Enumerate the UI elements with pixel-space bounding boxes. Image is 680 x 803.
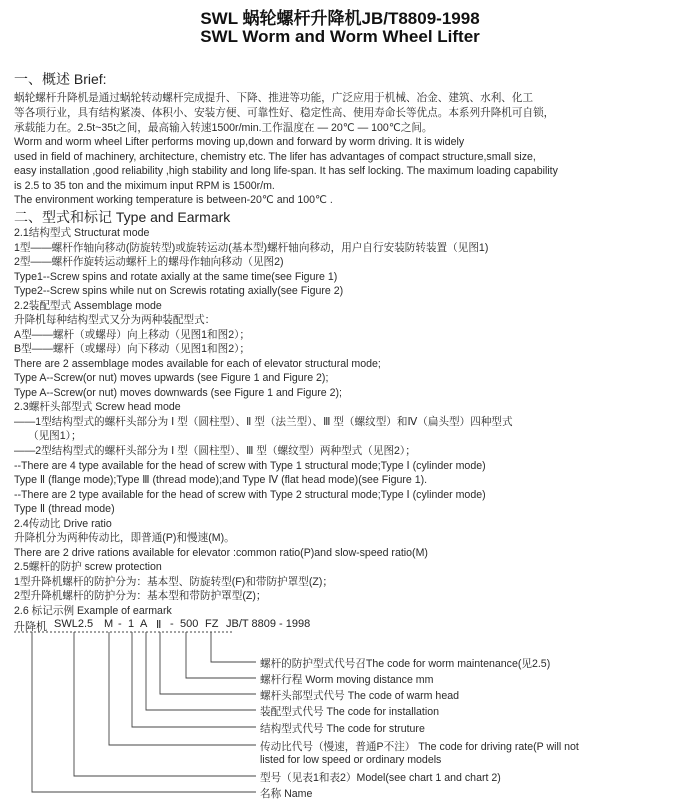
earmark-dash: - [170,618,174,630]
type-line: 1型——螺杆作轴向移动(防旋转型)或旋转运动(基本型)螺杆轴向移动，用户自行安装防转装置（见图1) [14,242,489,254]
title-english: SWL Worm and Worm Wheel Lifter [200,27,480,46]
earmark-structure: 1 [128,618,135,630]
type-line: 2.1结构型式 Structurat mode [14,227,150,239]
leader-stroke [186,632,256,678]
type-line: --There are 4 type available for the head of screw with Type 1 structural mode;Type Ⅰ (cylinder mode) [14,460,486,472]
brief-line: used in field of machinery, architecture, chemistry etc. The lifer has advantages of compact structure,small size, [14,151,536,163]
leader-head [160,632,256,694]
legend-item: 结构型式代号 The code for struture [260,723,425,735]
earmark-assembly: A [140,618,148,630]
type-line: 升降机每种结构型式又分为两种装配型式： [14,314,216,326]
type-line: （见图1）； [28,430,82,442]
legend-item: 传动比代号（慢速，普通P不注） The code for driving rate(P will not [260,741,579,753]
brief-line: 等各项行业，具有结构紧凑、体积小、安装方便、可靠性好、稳定性高、使用寿命长等优点。本系列升降机可自锁， [14,107,555,119]
leader-protection [211,632,256,662]
legend-item: 螺杆行程 Worm moving distance mm [260,674,434,686]
type-line: --There are 2 type available for the head of screw with Type 2 structural mode;Type Ⅰ (cylinder mode) [14,489,486,501]
leader-name [32,632,256,792]
type-line: ——2型结构型式的螺杆头部分为 Ⅰ 型（圆柱型）、Ⅲ 型（螺纹型）两种型式（见图2）； [14,445,416,457]
leader-drive [109,632,256,745]
type-line: B型——螺杆（或螺母）向下移动（见图1和图2）； [14,343,251,355]
type-line: 2型——螺杆作旋转运动螺杆上的螺母作轴向移动（见图2) [14,256,284,268]
type-line: There are 2 drive rations available for elevator :common ratio(P)and slow-speed ratio(M) [14,547,428,559]
type-line: Type Ⅱ (flange mode);Type Ⅲ (thread mode);and Type Ⅳ (flat head mode)(see Figure 1). [14,474,428,486]
type-line: 1型升降机螺杆的防护分为：基本型、防旋转型(F)和带防护罩型(Z)； [14,576,333,588]
type-line: Type Ⅱ (thread mode) [14,503,115,515]
type-line: There are 2 assemblage modes available for each of elevator structural mode; [14,358,381,370]
earmark-standard: JB/T 8809 - 1998 [226,618,311,630]
title-chinese: SWL 蜗轮螺杆升降机JB/T8809-1998 [200,9,480,28]
type-line: 2.2装配型式 Assemblage mode [14,300,162,312]
earmark-stroke: 500 [180,618,199,630]
leader-model [74,632,256,776]
type-line: Type A--Screw(or nut) moves upwards (see Figure 1 and Figure 2); [14,372,329,384]
leader-structure [132,632,256,727]
leader-assembly [146,632,256,710]
legend-item: 装配型式代号 The code for installation [260,706,439,718]
earmark-name: 升降机 [14,621,47,633]
type-line: 升降机分为两种传动比，即普通(P)和慢速(M)。 [14,532,235,544]
type-line: 2.4传动比 Drive ratio [14,518,112,530]
brief-line: is 2.5 to 35 ton and the miximum input RPM is 1500r/m. [14,180,275,192]
earmark-head: Ⅱ [156,619,162,631]
brief-line: Worm and worm wheel Lifter performs moving up,down and forward by worm driving. It is widely [14,136,465,148]
legend-item: 名称 Name [260,788,313,800]
brief-line: easy installation ,good reliability ,high stability and long life-span. It has self locking. The maximum loading capability [14,165,558,177]
type-line: 2.6 标记示例 Example of earmark [14,605,172,617]
legend-item: 螺杆头部型式代号 The code of warm head [260,690,459,702]
legend-item: 型号（见表1和表2）Model(see chart 1 and chart 2) [260,772,501,784]
type-line: ——1型结构型式的螺杆头部分为 Ⅰ 型（圆柱型）、Ⅱ 型（法兰型）、Ⅲ 型（螺纹型）和Ⅳ（扁头型）四种型式 [14,416,513,428]
type-line: 2.5螺杆的防护 screw protection [14,561,162,573]
brief-line: The environment working temperature is between-20℃ and 100℃ . [14,194,333,206]
type-line: A型——螺杆（或螺母）向上移动（见图1和图2）； [14,329,251,341]
type-heading: 二、型式和标记 Type and Earmark [14,209,231,225]
earmark-protection: FZ [205,618,219,630]
type-line: 2型升降机螺杆的防护分为：基本型和带防护罩型(Z)； [14,590,267,602]
type-line: 2.3螺杆头部型式 Screw head mode [14,401,181,413]
brief-line: 承载能力在。2.5t~35t之间，最高输入转速1500r/min.工作温度在 — 20℃ — 100℃之间。 [14,122,433,134]
earmark-model: SWL2.5 [54,618,94,630]
brief-line: 蜗轮螺杆升降机是通过蜗轮转动螺杆完成提升、下降、推进等功能，广泛应用于机械、冶金、建筑、水利、化工 [14,92,534,104]
legend-item: 螺杆的防护型式代号召The code for worm maintenance(见2.5) [260,658,551,670]
type-line: Type2--Screw spins while nut on Screwis rotating axially(see Figure 2) [14,285,344,297]
legend-item: listed for low speed or ordinary models [260,754,442,766]
brief-heading: 一、概述 Brief: [14,71,107,87]
type-line: Type A--Screw(or nut) moves downwards (see Figure 1 and Figure 2); [14,387,342,399]
type-line: Type1--Screw spins and rotate axially at the same time(see Figure 1) [14,271,338,283]
earmark-dash: - [118,618,122,630]
earmark-drive: M [104,618,114,630]
